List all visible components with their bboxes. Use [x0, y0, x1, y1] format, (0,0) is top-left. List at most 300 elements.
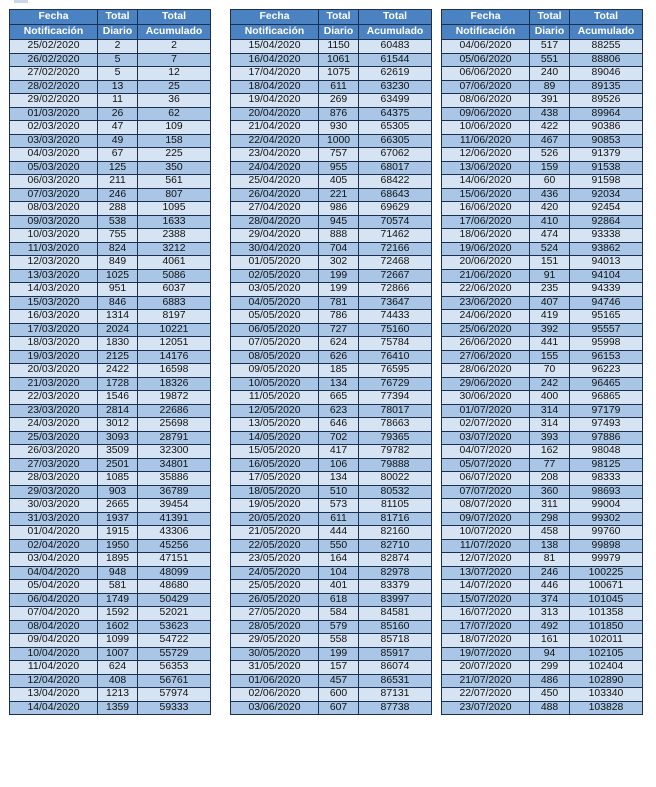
cell-cumulative-total: 70574	[359, 215, 432, 229]
cell-daily-total: 579	[319, 620, 359, 634]
cell-daily-total: 438	[530, 107, 570, 121]
cell-daily-total: 824	[98, 242, 138, 256]
cell-date: 08/03/2020	[10, 202, 98, 216]
cell-date: 02/06/2020	[231, 688, 319, 702]
cases-table-2	[230, 9, 432, 715]
cell-daily-total: 313	[530, 607, 570, 621]
cell-daily-total: 311	[530, 499, 570, 513]
table-row	[442, 161, 643, 175]
cell-cumulative-total: 95557	[570, 323, 643, 337]
cell-date: 17/06/2020	[442, 215, 530, 229]
cell-cumulative-total: 92454	[570, 202, 643, 216]
cell-daily-total: 407	[530, 296, 570, 310]
cell-cumulative-total: 76595	[359, 364, 432, 378]
cell-date: 04/04/2020	[10, 566, 98, 580]
cell-daily-total: 1085	[98, 472, 138, 486]
cell-cumulative-total: 101358	[570, 607, 643, 621]
cell-date: 08/05/2020	[231, 350, 319, 364]
cell-cumulative-total: 76410	[359, 350, 432, 364]
cell-cumulative-total: 65305	[359, 121, 432, 135]
cell-daily-total: 299	[530, 661, 570, 675]
cell-cumulative-total: 22686	[138, 404, 211, 418]
table-row	[10, 634, 211, 648]
table-row	[10, 458, 211, 472]
cell-daily-total: 392	[530, 323, 570, 337]
cell-date: 20/03/2020	[10, 364, 98, 378]
cell-cumulative-total: 71462	[359, 229, 432, 243]
header-daily-line1: Total	[319, 10, 359, 25]
cell-daily-total: 755	[98, 229, 138, 243]
header-date-line1: Fecha	[442, 10, 530, 25]
table-row	[231, 607, 432, 621]
cell-daily-total: 1728	[98, 377, 138, 391]
cell-date: 10/07/2020	[442, 526, 530, 540]
cell-cumulative-total: 84581	[359, 607, 432, 621]
cell-daily-total: 2024	[98, 323, 138, 337]
cell-daily-total: 269	[319, 94, 359, 108]
table-row	[231, 40, 432, 54]
cell-date: 19/06/2020	[442, 242, 530, 256]
cell-date: 14/03/2020	[10, 283, 98, 297]
cell-daily-total: 458	[530, 526, 570, 540]
cell-date: 28/02/2020	[10, 80, 98, 94]
table-row	[10, 350, 211, 364]
cell-daily-total: 2501	[98, 458, 138, 472]
table-row	[10, 121, 211, 135]
cell-cumulative-total: 81716	[359, 512, 432, 526]
cell-daily-total: 444	[319, 526, 359, 540]
table-row	[10, 107, 211, 121]
table-row	[231, 364, 432, 378]
table-row	[442, 283, 643, 297]
table-row	[442, 107, 643, 121]
cell-date: 12/04/2020	[10, 674, 98, 688]
cell-date: 01/04/2020	[10, 526, 98, 540]
cell-daily-total: 538	[98, 215, 138, 229]
table-row	[442, 499, 643, 513]
table-row	[442, 94, 643, 108]
cell-date: 30/05/2020	[231, 647, 319, 661]
cell-date: 25/06/2020	[442, 323, 530, 337]
cell-daily-total: 417	[319, 445, 359, 459]
cell-date: 22/07/2020	[442, 688, 530, 702]
cell-date: 16/07/2020	[442, 607, 530, 621]
cell-daily-total: 558	[319, 634, 359, 648]
table-row	[231, 512, 432, 526]
table-row	[231, 161, 432, 175]
table-row	[10, 53, 211, 67]
cell-daily-total: 607	[319, 701, 359, 715]
cell-cumulative-total: 52021	[138, 607, 211, 621]
cell-date: 11/06/2020	[442, 134, 530, 148]
header-daily-line1: Total	[98, 10, 138, 25]
table-row	[442, 472, 643, 486]
table-row	[231, 458, 432, 472]
table-row	[10, 661, 211, 675]
cell-date: 03/05/2020	[231, 283, 319, 297]
cell-cumulative-total: 80022	[359, 472, 432, 486]
cell-cumulative-total: 32300	[138, 445, 211, 459]
cell-cumulative-total: 88255	[570, 40, 643, 54]
cell-date: 26/04/2020	[231, 188, 319, 202]
cell-cumulative-total: 86074	[359, 661, 432, 675]
table-row	[10, 323, 211, 337]
cell-daily-total: 242	[530, 377, 570, 391]
cell-cumulative-total: 89135	[570, 80, 643, 94]
table-row	[10, 188, 211, 202]
table-row	[231, 566, 432, 580]
table-row	[442, 620, 643, 634]
table-row	[231, 107, 432, 121]
table-row	[231, 620, 432, 634]
cell-daily-total: 1007	[98, 647, 138, 661]
cell-cumulative-total: 68422	[359, 175, 432, 189]
table-row	[442, 701, 643, 715]
cell-cumulative-total: 89046	[570, 67, 643, 81]
cell-daily-total: 624	[98, 661, 138, 675]
cell-daily-total: 211	[98, 175, 138, 189]
cell-date: 11/03/2020	[10, 242, 98, 256]
cell-daily-total: 1895	[98, 553, 138, 567]
cell-daily-total: 1359	[98, 701, 138, 715]
table-row	[442, 566, 643, 580]
cell-daily-total: 185	[319, 364, 359, 378]
cell-cumulative-total: 75160	[359, 323, 432, 337]
cell-daily-total: 526	[530, 148, 570, 162]
cell-date: 19/03/2020	[10, 350, 98, 364]
cell-date: 05/03/2020	[10, 161, 98, 175]
cell-daily-total: 5	[98, 53, 138, 67]
cell-daily-total: 888	[319, 229, 359, 243]
cell-cumulative-total: 807	[138, 188, 211, 202]
cell-daily-total: 1602	[98, 620, 138, 634]
cell-date: 18/05/2020	[231, 485, 319, 499]
table-row	[10, 310, 211, 324]
table-row	[231, 688, 432, 702]
cell-cumulative-total: 56761	[138, 674, 211, 688]
cell-daily-total: 240	[530, 67, 570, 81]
table-row	[442, 485, 643, 499]
table-row	[10, 364, 211, 378]
table-header	[231, 10, 432, 40]
cell-date: 04/06/2020	[442, 40, 530, 54]
cell-daily-total: 67	[98, 148, 138, 162]
cell-cumulative-total: 4061	[138, 256, 211, 270]
cell-cumulative-total: 10221	[138, 323, 211, 337]
table-row	[231, 269, 432, 283]
cell-date: 22/06/2020	[442, 283, 530, 297]
cell-date: 29/03/2020	[10, 485, 98, 499]
cell-cumulative-total: 100225	[570, 566, 643, 580]
table-row	[442, 526, 643, 540]
table-row	[442, 674, 643, 688]
cell-daily-total: 125	[98, 161, 138, 175]
cell-cumulative-total: 100671	[570, 580, 643, 594]
cell-cumulative-total: 62619	[359, 67, 432, 81]
cell-cumulative-total: 45256	[138, 539, 211, 553]
page-top-mark	[14, 0, 28, 3]
cell-daily-total: 492	[530, 620, 570, 634]
cell-cumulative-total: 82710	[359, 539, 432, 553]
cell-daily-total: 5	[98, 67, 138, 81]
cell-date: 13/06/2020	[442, 161, 530, 175]
cell-daily-total: 314	[530, 404, 570, 418]
cell-daily-total: 467	[530, 134, 570, 148]
cell-cumulative-total: 57974	[138, 688, 211, 702]
cell-daily-total: 155	[530, 350, 570, 364]
table-row	[10, 161, 211, 175]
table-row	[442, 256, 643, 270]
cell-cumulative-total: 87738	[359, 701, 432, 715]
cell-date: 09/04/2020	[10, 634, 98, 648]
cell-daily-total: 702	[319, 431, 359, 445]
cell-cumulative-total: 85718	[359, 634, 432, 648]
table-row	[231, 593, 432, 607]
cell-date: 14/06/2020	[442, 175, 530, 189]
table-row	[442, 188, 643, 202]
cell-daily-total: 1749	[98, 593, 138, 607]
cell-daily-total: 757	[319, 148, 359, 162]
table-body	[10, 40, 211, 715]
cell-daily-total: 3012	[98, 418, 138, 432]
table-row	[231, 391, 432, 405]
table-row	[442, 688, 643, 702]
cell-daily-total: 611	[319, 512, 359, 526]
cell-cumulative-total: 55729	[138, 647, 211, 661]
cell-daily-total: 208	[530, 472, 570, 486]
cell-date: 05/04/2020	[10, 580, 98, 594]
cell-cumulative-total: 95165	[570, 310, 643, 324]
table-row	[442, 148, 643, 162]
cell-date: 24/03/2020	[10, 418, 98, 432]
table-row	[442, 364, 643, 378]
cell-daily-total: 164	[319, 553, 359, 567]
table-row	[10, 418, 211, 432]
cell-daily-total: 298	[530, 512, 570, 526]
table-row	[442, 40, 643, 54]
cell-cumulative-total: 43306	[138, 526, 211, 540]
cell-date: 18/04/2020	[231, 80, 319, 94]
header-date-line2: Notificación	[10, 25, 98, 40]
cell-cumulative-total: 47151	[138, 553, 211, 567]
cases-table-1	[9, 9, 211, 715]
cell-cumulative-total: 72866	[359, 283, 432, 297]
cell-cumulative-total: 96465	[570, 377, 643, 391]
cell-daily-total: 1061	[319, 53, 359, 67]
cell-date: 12/06/2020	[442, 148, 530, 162]
cell-cumulative-total: 91598	[570, 175, 643, 189]
cell-date: 14/07/2020	[442, 580, 530, 594]
cell-date: 30/03/2020	[10, 499, 98, 513]
cell-cumulative-total: 1633	[138, 215, 211, 229]
cell-daily-total: 1937	[98, 512, 138, 526]
cell-date: 15/04/2020	[231, 40, 319, 54]
cell-date: 06/06/2020	[442, 67, 530, 81]
cell-daily-total: 945	[319, 215, 359, 229]
cell-daily-total: 302	[319, 256, 359, 270]
cell-date: 17/04/2020	[231, 67, 319, 81]
header-date-line1: Fecha	[231, 10, 319, 25]
cell-daily-total: 1915	[98, 526, 138, 540]
cell-cumulative-total: 35886	[138, 472, 211, 486]
cell-date: 05/06/2020	[442, 53, 530, 67]
cell-date: 04/03/2020	[10, 148, 98, 162]
table-row	[10, 229, 211, 243]
table-row	[231, 701, 432, 715]
cell-date: 06/05/2020	[231, 323, 319, 337]
header-daily-line1: Total	[530, 10, 570, 25]
cell-date: 23/05/2020	[231, 553, 319, 567]
cell-cumulative-total: 76729	[359, 377, 432, 391]
cell-date: 03/07/2020	[442, 431, 530, 445]
cell-cumulative-total: 72166	[359, 242, 432, 256]
table-row	[231, 310, 432, 324]
cell-cumulative-total: 2388	[138, 229, 211, 243]
cell-daily-total: 786	[319, 310, 359, 324]
cell-daily-total: 288	[98, 202, 138, 216]
cell-date: 29/04/2020	[231, 229, 319, 243]
cell-date: 17/05/2020	[231, 472, 319, 486]
cell-daily-total: 159	[530, 161, 570, 175]
cell-date: 13/03/2020	[10, 269, 98, 283]
cell-date: 20/05/2020	[231, 512, 319, 526]
table-row	[231, 175, 432, 189]
table-row	[231, 53, 432, 67]
cell-daily-total: 11	[98, 94, 138, 108]
cell-daily-total: 314	[530, 418, 570, 432]
cell-date: 12/07/2020	[442, 553, 530, 567]
cell-daily-total: 13	[98, 80, 138, 94]
cell-cumulative-total: 63230	[359, 80, 432, 94]
cell-cumulative-total: 99004	[570, 499, 643, 513]
cell-cumulative-total: 67062	[359, 148, 432, 162]
cell-date: 06/03/2020	[10, 175, 98, 189]
table-row	[10, 175, 211, 189]
cell-cumulative-total: 91538	[570, 161, 643, 175]
cell-cumulative-total: 48680	[138, 580, 211, 594]
cell-daily-total: 450	[530, 688, 570, 702]
cell-date: 16/05/2020	[231, 458, 319, 472]
cell-daily-total: 2665	[98, 499, 138, 513]
cell-daily-total: 1592	[98, 607, 138, 621]
cell-daily-total: 1099	[98, 634, 138, 648]
cell-cumulative-total: 99898	[570, 539, 643, 553]
table-row	[442, 580, 643, 594]
cell-daily-total: 401	[319, 580, 359, 594]
cell-daily-total: 1950	[98, 539, 138, 553]
table-row	[10, 620, 211, 634]
table-body	[442, 40, 643, 715]
cell-cumulative-total: 85917	[359, 647, 432, 661]
cell-date: 06/07/2020	[442, 472, 530, 486]
cell-daily-total: 611	[319, 80, 359, 94]
cell-cumulative-total: 36789	[138, 485, 211, 499]
cell-cumulative-total: 99760	[570, 526, 643, 540]
cell-daily-total: 1314	[98, 310, 138, 324]
cell-cumulative-total: 94013	[570, 256, 643, 270]
table-row	[442, 661, 643, 675]
cell-daily-total: 626	[319, 350, 359, 364]
cell-cumulative-total: 91379	[570, 148, 643, 162]
cell-date: 07/04/2020	[10, 607, 98, 621]
cell-date: 12/05/2020	[231, 404, 319, 418]
cell-cumulative-total: 6883	[138, 296, 211, 310]
cell-date: 26/06/2020	[442, 337, 530, 351]
table-row	[442, 310, 643, 324]
cell-cumulative-total: 16598	[138, 364, 211, 378]
header-date-line1: Fecha	[10, 10, 98, 25]
cell-daily-total: 3093	[98, 431, 138, 445]
header-cumulative-line2: Acumulado	[570, 25, 643, 40]
cell-date: 18/06/2020	[442, 229, 530, 243]
table-row	[231, 350, 432, 364]
cell-date: 29/06/2020	[442, 377, 530, 391]
table-row	[231, 445, 432, 459]
table-row	[442, 296, 643, 310]
cell-cumulative-total: 92864	[570, 215, 643, 229]
cell-date: 23/07/2020	[442, 701, 530, 715]
table-row	[10, 539, 211, 553]
cell-cumulative-total: 8197	[138, 310, 211, 324]
table-row	[442, 445, 643, 459]
cell-cumulative-total: 78663	[359, 418, 432, 432]
cell-date: 12/03/2020	[10, 256, 98, 270]
cell-cumulative-total: 350	[138, 161, 211, 175]
cell-daily-total: 948	[98, 566, 138, 580]
table-row	[10, 296, 211, 310]
cell-cumulative-total: 14176	[138, 350, 211, 364]
table-row	[442, 377, 643, 391]
cell-cumulative-total: 225	[138, 148, 211, 162]
table-row	[231, 256, 432, 270]
cell-cumulative-total: 25	[138, 80, 211, 94]
cell-daily-total: 441	[530, 337, 570, 351]
cell-daily-total: 727	[319, 323, 359, 337]
cell-date: 01/05/2020	[231, 256, 319, 270]
cell-cumulative-total: 89526	[570, 94, 643, 108]
cell-date: 15/06/2020	[442, 188, 530, 202]
cell-daily-total: 524	[530, 242, 570, 256]
cell-cumulative-total: 2	[138, 40, 211, 54]
cell-date: 19/04/2020	[231, 94, 319, 108]
table-row	[10, 40, 211, 54]
table-row	[442, 202, 643, 216]
table-row	[442, 121, 643, 135]
cell-cumulative-total: 60483	[359, 40, 432, 54]
cell-cumulative-total: 69629	[359, 202, 432, 216]
table-row	[231, 539, 432, 553]
cell-date: 04/07/2020	[442, 445, 530, 459]
table-row	[10, 202, 211, 216]
cell-cumulative-total: 36	[138, 94, 211, 108]
cell-daily-total: 646	[319, 418, 359, 432]
cell-date: 22/04/2020	[231, 134, 319, 148]
cell-daily-total: 77	[530, 458, 570, 472]
table-row	[442, 607, 643, 621]
table-row	[442, 418, 643, 432]
cell-date: 08/07/2020	[442, 499, 530, 513]
table-row	[231, 499, 432, 513]
table-row	[10, 526, 211, 540]
cell-cumulative-total: 158	[138, 134, 211, 148]
cell-date: 08/06/2020	[442, 94, 530, 108]
cell-daily-total: 2422	[98, 364, 138, 378]
table-row	[231, 80, 432, 94]
cell-cumulative-total: 90853	[570, 134, 643, 148]
table-row	[442, 391, 643, 405]
cell-daily-total: 436	[530, 188, 570, 202]
cell-cumulative-total: 72468	[359, 256, 432, 270]
